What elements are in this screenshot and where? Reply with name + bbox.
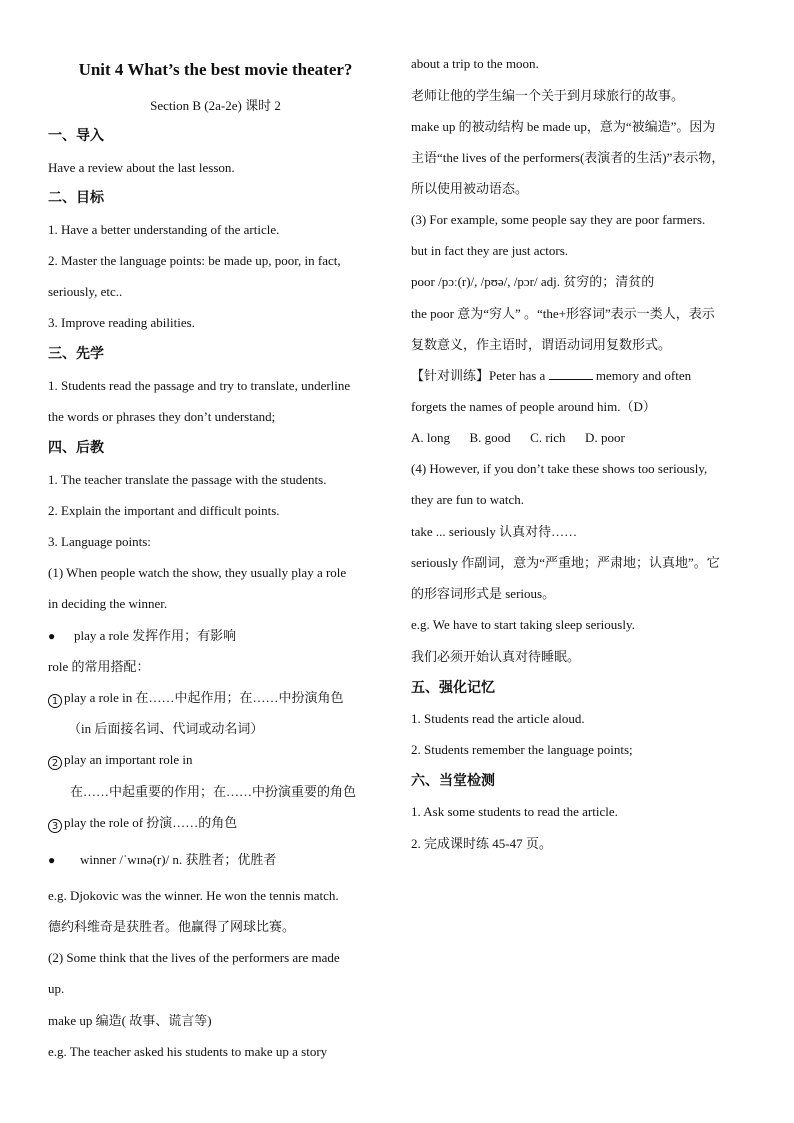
section-heading-reinforce: 五、强化记忆 (411, 680, 495, 696)
numbered-item: 2 play an important role in (48, 752, 193, 770)
section-heading-intro: 一、导入 (48, 128, 104, 144)
paragraph-line: make up 编造( 故事、谎言等) (48, 1013, 212, 1028)
example-line: e.g. Djokovic was the winner. He won the tennis match. (48, 888, 339, 903)
bullet-item (48, 628, 236, 644)
paragraph-line: seriously, etc.. (48, 284, 123, 299)
paragraph-line: seriously 作副词，意为“严重地；严肃地；认真地”。它 (411, 555, 720, 570)
bullet-text: winner /ˈwɪnə(r)/ n. 获胜者；优胜者 (80, 852, 277, 867)
paragraph-line: forgets the names of people around him.（D） (411, 399, 656, 414)
paragraph-line: Have a review about the last lesson. (48, 160, 235, 175)
paragraph-line: 所以使用被动语态。 (411, 181, 529, 196)
paragraph-line: 老师让他的学生编一个关于到月球旅行的故事。 (411, 88, 685, 103)
example-line: e.g. We have to start taking sleep seriously. (411, 617, 635, 632)
circled-number: 1 (48, 694, 62, 708)
circled-number: 3 (48, 819, 62, 833)
paragraph-line: (3) For example, some people say they are poor farmers. (411, 212, 706, 227)
section-heading-prelearn: 三、先学 (48, 346, 104, 362)
paragraph-line: (4) However, if you don’t take these shows too seriously, (411, 461, 708, 476)
paragraph-line: but in fact they are just actors. (411, 243, 569, 258)
paragraph-line: 复数意义，作主语时，谓语动词用复数形式。 (411, 337, 672, 352)
paragraph-line: (1) When people watch the show, they usually play a role (48, 565, 347, 580)
exercise-question: 【针对训练】Peter has a memory and often (411, 368, 692, 383)
bullet-icon: ● (48, 853, 56, 867)
paragraph-line: take ... seriously 认真对待…… (411, 524, 578, 539)
bullet-icon: ● (48, 629, 56, 643)
section-heading-teach: 四、后教 (48, 440, 104, 456)
paragraph-line: 主语“the lives of the performers(表演者的生活)”表示物， (411, 150, 725, 165)
paragraph-line: 的形容词形式是 serious。 (411, 586, 556, 601)
paragraph-line: about a trip to the moon. (411, 56, 539, 71)
page-subtitle: Section B (2a-2e) 课时 2 (150, 98, 281, 113)
example-translation: 德约科维奇是获胜者。他赢得了网球比赛。 (48, 919, 296, 934)
paragraph-line: 3. Language points: (48, 534, 151, 549)
paragraph-line: poor /pɔː(r)/, /pʊə/, /pɔr/ adj. 贫穷的；清贫的 (411, 274, 655, 289)
paragraph-line: 1. Students read the article aloud. (411, 711, 585, 726)
numbered-item: 3 play the role of 扮演……的角色 (48, 815, 237, 833)
paragraph-line: 2. 完成课时练 45-47 页。 (411, 836, 552, 851)
paragraph-line: in deciding the winner. (48, 596, 168, 611)
section-heading-check: 六、当堂检测 (411, 773, 495, 789)
page-title: Unit 4 What’s the best movie theater? (78, 60, 353, 79)
circled-number: 2 (48, 756, 62, 770)
bullet-item (48, 852, 276, 868)
exercise-options: A. long B. good C. rich D. poor (411, 430, 625, 445)
paragraph-line: 1. Have a better understanding of the article. (48, 222, 280, 237)
paragraph-line: 1. The teacher translate the passage with the students. (48, 472, 327, 487)
paragraph-line: the words or phrases they don’t understand; (48, 409, 276, 424)
paragraph-line: 1. Students read the passage and try to translate, underline (48, 378, 351, 393)
answer-blank (549, 368, 593, 380)
paragraph-line: 3. Improve reading abilities. (48, 315, 195, 330)
paragraph-line: 2. Explain the important and difficult points. (48, 503, 280, 518)
numbered-item: 1 play a role in 在……中起作用；在……中扮演角色 (48, 690, 343, 708)
paragraph-line: the poor 意为“穷人” 。“the+形容词”表示一类人，表示 (411, 306, 715, 321)
paragraph-line: up. (48, 981, 65, 996)
example-line: e.g. The teacher asked his students to make up a story (48, 1044, 328, 1059)
example-translation: 我们必须开始认真对待睡眠。 (411, 649, 581, 664)
paragraph-line: role 的常用搭配： (48, 659, 150, 674)
paragraph-line: 1. Ask some students to read the article. (411, 804, 618, 819)
paragraph-line: (2) Some think that the lives of the performers are made (48, 950, 340, 965)
section-heading-goals: 二、目标 (48, 190, 104, 206)
paragraph-line: 2. Students remember the language points; (411, 742, 633, 757)
bullet-text: play a role 发挥作用；有影响 (74, 628, 237, 643)
paragraph-line: they are fun to watch. (411, 492, 524, 507)
paragraph-line: make up 的被动结构 be made up，意为“被编造”。因为 (411, 119, 716, 134)
paragraph-line: （in 后面接名词、代词或动名词） (68, 721, 264, 736)
paragraph-line: 2. Master the language points: be made up, poor, in fact, (48, 253, 341, 268)
paragraph-line: 在……中起重要的作用；在……中扮演重要的角色 (70, 784, 357, 799)
